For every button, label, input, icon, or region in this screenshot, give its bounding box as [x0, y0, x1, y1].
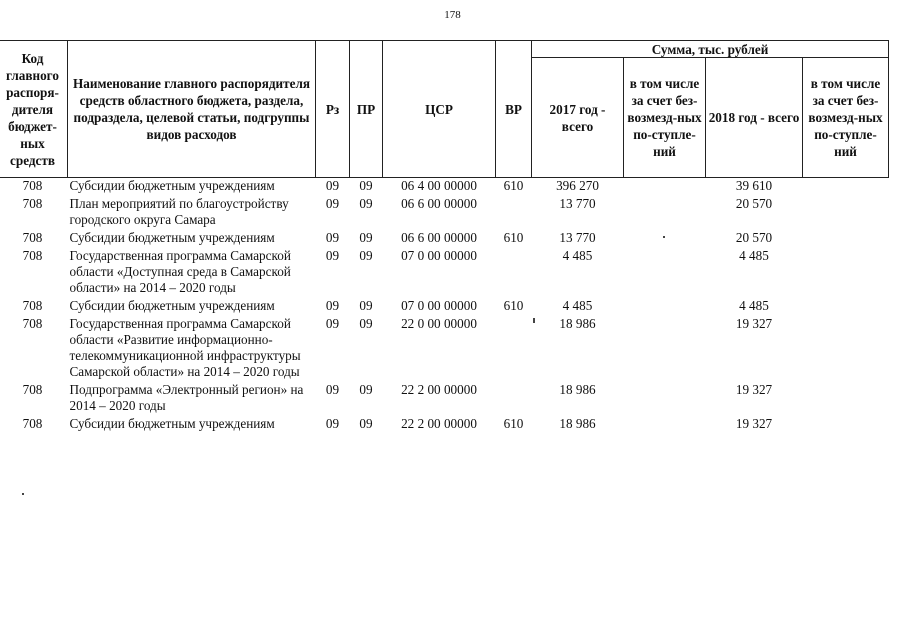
cell-name: Субсидии бюджетным учреждениям: [69, 230, 275, 245]
header-sum-group: Сумма, тыс. рублей: [532, 41, 889, 58]
cell-csr: 06 6 00 00000: [401, 196, 477, 211]
header-csr: ЦСР: [383, 41, 496, 178]
cell-name: План мероприятий по благоустройству городского округа Самара: [69, 196, 289, 227]
cell-csr: 22 0 00 00000: [401, 316, 477, 331]
cell-rz: 09: [325, 298, 340, 313]
cell-rz: 09: [325, 416, 340, 431]
table-row: [0, 230, 889, 248]
cell-2017-total: 18 986: [559, 416, 596, 431]
cell-2017-total: 4 485: [562, 248, 593, 263]
cell-csr: 22 2 00 00000: [401, 416, 477, 431]
cell-2018-total: 4 485: [739, 298, 769, 313]
cell-2018-free: [803, 382, 889, 416]
page-number: 178: [444, 9, 461, 21]
cell-rz: 09: [325, 230, 340, 245]
table-row: [0, 298, 889, 316]
cell-pr: 09: [359, 178, 373, 193]
cell-vr: 610: [503, 178, 524, 193]
cell-2018-free: [803, 248, 889, 298]
header-2018-free: в том числе за счет без-возмезд-ных по-ступле-ний: [803, 58, 889, 178]
cell-name: Субсидии бюджетным учреждениям: [69, 416, 275, 431]
table-row: [0, 416, 889, 434]
cell-name: Субсидии бюджетным учреждениям: [69, 178, 275, 193]
cell-vr: 610: [503, 416, 524, 431]
cell-2018-total: 20 570: [735, 196, 773, 211]
header-2017-free: в том числе за счет без-возмезд-ных по-ступле-ний: [624, 58, 706, 178]
table-row: [0, 178, 889, 197]
header-code: Код главного распоря-дителя бюджет-ных средств: [0, 41, 68, 178]
cell-2018-free: [803, 298, 889, 316]
cell-pr: 09: [359, 316, 373, 331]
cell-2018-total: 19 327: [735, 416, 773, 431]
cell-pr: 09: [359, 248, 373, 263]
cell-csr: 06 4 00 00000: [401, 178, 477, 193]
scan-speck: [663, 236, 665, 238]
cell-vr: 610: [503, 230, 524, 245]
cell-2017-free: [624, 316, 706, 382]
cell-2018-free: [803, 178, 889, 197]
cell-csr: 07 0 00 00000: [401, 248, 477, 263]
cell-code: 708: [22, 316, 43, 331]
cell-code: 708: [22, 298, 43, 313]
cell-code: 708: [22, 248, 43, 263]
cell-code: 708: [22, 416, 43, 431]
cell-2017-free: [624, 298, 706, 316]
cell-2018-total: 19 327: [735, 382, 773, 397]
cell-vr: [496, 248, 532, 298]
cell-2017-total: 18 986: [559, 316, 596, 331]
cell-2018-total: 39 610: [735, 178, 773, 193]
cell-name: Подпрограмма «Электронный регион» на 2014 – 2020 годы: [69, 382, 304, 413]
cell-csr: 06 6 00 00000: [401, 230, 477, 245]
cell-rz: 09: [325, 196, 340, 211]
header-pr: ПР: [350, 41, 383, 178]
cell-2017-total: 13 770: [559, 230, 596, 245]
scan-speck: [22, 493, 24, 495]
cell-rz: 09: [325, 382, 340, 397]
cell-2017-free: [624, 178, 706, 197]
cell-2017-free: [624, 416, 706, 434]
cell-code: 708: [22, 196, 43, 211]
cell-vr: [496, 196, 532, 230]
cell-2017-free: [624, 230, 706, 248]
cell-2017-total: 13 770: [559, 196, 596, 211]
cell-2017-free: [624, 382, 706, 416]
table-row: [0, 382, 889, 416]
cell-rz: 09: [325, 316, 340, 331]
header-vr: ВР: [496, 41, 532, 178]
cell-pr: 09: [359, 382, 373, 397]
cell-vr: [496, 382, 532, 416]
cell-2018-total: 19 327: [735, 316, 773, 331]
table-row: [0, 248, 889, 298]
cell-2017-total: 396 270: [556, 178, 599, 193]
header-2018-total: 2018 год - всего: [706, 58, 803, 178]
budget-table: [0, 40, 889, 434]
cell-rz: 09: [325, 178, 340, 193]
header-name: Наименование главного распорядителя средств областного бюджета, раздела, подраздела, целевой статьи, подгруппы видов расходов: [68, 41, 316, 178]
cell-2018-total: 4 485: [739, 248, 769, 263]
cell-2017-free: [624, 248, 706, 298]
cell-csr: 22 2 00 00000: [401, 382, 477, 397]
cell-2018-free: [803, 316, 889, 382]
cell-pr: 09: [359, 298, 373, 313]
cell-2017-total: 18 986: [559, 382, 596, 397]
cell-name: Субсидии бюджетным учреждениям: [69, 298, 275, 313]
cell-vr: [496, 316, 532, 382]
cell-pr: 09: [359, 230, 373, 245]
cell-name: Государственная программа Самарской области «Доступная среда в Самарской области» на 2014 – 2020 годы: [69, 248, 291, 295]
cell-code: 708: [22, 382, 43, 397]
cell-2017-total: 4 485: [562, 298, 593, 313]
table-row: [0, 316, 889, 382]
cell-code: 708: [22, 230, 43, 245]
cell-2017-free: [624, 196, 706, 230]
cell-rz: 09: [325, 248, 340, 263]
cell-pr: 09: [359, 196, 373, 211]
cell-name: Государственная программа Самарской области «Развитие информационно-телекоммуникационной инфраструктуры Самарской области» на 2014 – 2020 годы: [69, 316, 301, 379]
cell-2018-free: [803, 196, 889, 230]
header-2017-total: 2017 год - всего: [532, 58, 624, 178]
header-rz: Рз: [316, 41, 350, 178]
cell-code: 708: [22, 178, 43, 193]
cell-pr: 09: [359, 416, 373, 431]
cell-2018-total: 20 570: [735, 230, 773, 245]
cell-2018-free: [803, 230, 889, 248]
cell-2018-free: [803, 416, 889, 434]
cell-csr: 07 0 00 00000: [401, 298, 477, 313]
cell-vr: 610: [503, 298, 524, 313]
table-row: [0, 196, 889, 230]
scan-speck: [533, 318, 535, 323]
